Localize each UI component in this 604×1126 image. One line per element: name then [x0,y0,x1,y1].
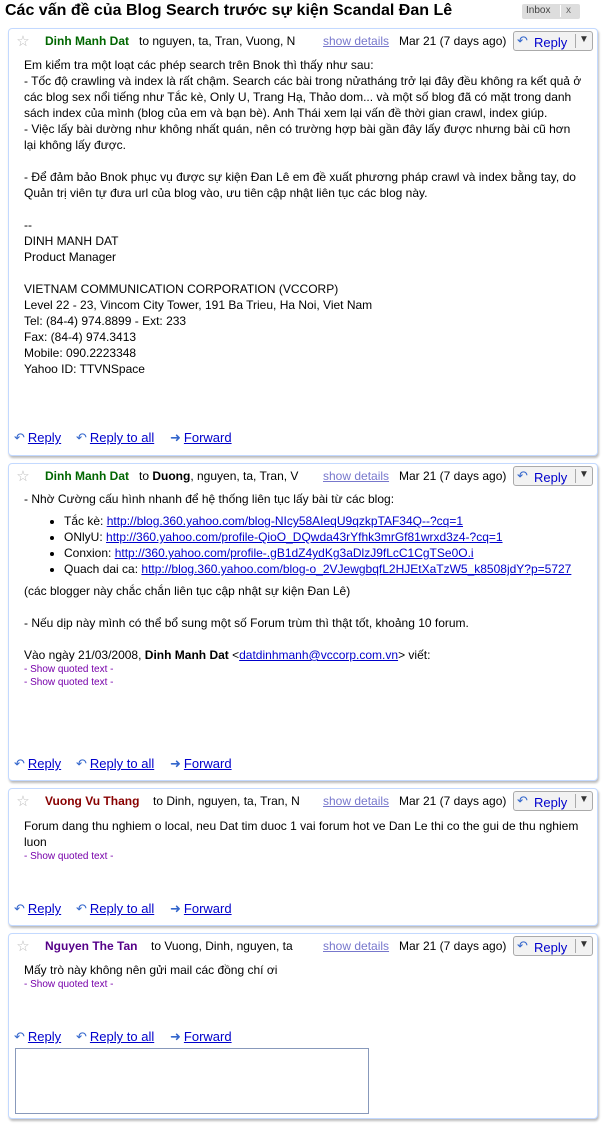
signature-yahoo: Yahoo ID: TTVNSpace [24,362,145,376]
body-line [24,599,584,615]
message-3 [8,788,598,926]
forward-link[interactable]: ➜ Forward [170,1029,232,1044]
message-body [24,818,584,863]
body-line: - Việc lấy bài dường như không nhất quán, nên có trường hợp bài gần đây lấy được nhưng bài cũ hơn lại không lấy được. [24,122,571,152]
message-actions [14,430,414,448]
reply-button[interactable] [513,31,593,51]
reply-arrow-icon: ↶ [14,901,25,916]
reply-link[interactable]: ↶ Reply [14,901,62,916]
reply-button-label: Reply [534,35,568,50]
signature-tel: Tel: (84-4) 974.8899 - Ext: 233 [24,314,187,328]
quote-author: Dinh Manh Dat [144,648,229,662]
reply-arrow-icon: ↶ [517,468,528,483]
forward-link[interactable]: ➜ Forward [170,901,232,916]
message-date: Mar 21 (7 days ago) [399,469,507,483]
reply-button-label: Reply [534,940,568,955]
body-line: -- [24,218,32,232]
reply-link[interactable]: ↶ Reply [14,756,62,771]
reply-link[interactable]: ↶ Reply [14,1029,62,1044]
button-separator [575,794,576,808]
forward-link[interactable]: ➜ Forward [170,756,232,771]
reply-all-link[interactable]: ↶ Reply to all [76,430,155,445]
message-header[interactable] [9,464,597,488]
body-line [24,631,584,647]
show-quoted-text[interactable]: - Show quoted text - [24,664,114,675]
quote-header: Vào ngày 21/03/2008, Dinh Manh Dat <datdinhmanh@vccorp.com.vn> viết: [24,648,431,662]
blog-link[interactable]: http://blog.360.yahoo.com/blog-o_2VJewgbqfL2HJEtXaTzW5_k8508jdY?p=5727 [141,562,572,576]
message-header[interactable] [9,29,597,53]
recipient-bold: Duong [152,469,191,483]
body-intro: - Nhờ Cường cấu hình nhanh để hệ thống liên tục lấy bài từ các blog: [24,492,395,506]
star-icon[interactable]: ☆ [16,793,30,810]
reply-button-label: Reply [534,795,568,810]
signature-mobile: Mobile: 090.2223348 [24,346,137,360]
message-date: Mar 21 (7 days ago) [399,794,507,808]
remove-label-icon[interactable]: x [566,5,571,16]
reply-button[interactable] [513,936,593,956]
list-item [64,545,584,561]
message-4 [8,933,598,1119]
reply-arrow-icon: ↶ [14,430,25,445]
reply-all-icon: ↶ [76,901,87,916]
message-1 [8,28,598,456]
reply-all-icon: ↶ [76,430,87,445]
star-icon[interactable]: ☆ [16,938,30,955]
signature-company: VIETNAM COMMUNICATION CORPORATION (VCCORP) [24,282,339,296]
body-line [24,265,584,281]
message-actions [14,901,414,919]
blog-link-list [64,513,584,577]
body-text: Mấy trò này không nên gửi mail các đồng chí ơi [24,963,278,977]
show-quoted-text[interactable]: - Show quoted text - [24,677,114,688]
message-actions [14,756,414,774]
reply-all-link[interactable]: ↶ Reply to all [76,1029,155,1044]
reply-all-link[interactable]: ↶ Reply to all [76,901,155,916]
body-line [24,153,584,169]
signature-title: Product Manager [24,250,117,264]
list-item [64,529,584,545]
list-item [64,561,584,577]
body-line: - Để đảm bảo Bnok phục vụ được sự kiện Đan Lê em đề xuất phương pháp crawl và index bằng tay, do Quản trị viên tự đưa url của blog vào, ưu tiên cập nhật liên tục các blog này. [24,170,576,200]
message-actions [14,1029,414,1047]
reply-textarea[interactable] [15,1048,369,1114]
reply-link[interactable]: ↶ Reply [14,430,62,445]
reply-arrow-icon: ↶ [517,33,528,48]
blog-name: ONlyU: [64,530,103,544]
body-line [24,201,584,217]
chevron-down-icon[interactable]: ▼ [579,794,589,805]
forward-arrow-icon: ➜ [170,756,181,771]
forward-arrow-icon: ➜ [170,430,181,445]
message-date: Mar 21 (7 days ago) [399,34,507,48]
reply-all-icon: ↶ [76,756,87,771]
sender-name[interactable]: Dinh Manh Dat [45,469,129,483]
body-text: Forum dang thu nghiem o local, neu Dat tim duoc 1 vai forum hot ve Dan Le thi co the gui de thu nghiem luon [24,819,579,849]
chevron-down-icon[interactable]: ▼ [579,34,589,45]
body-forum: - Nếu dịp này mình có thể bổ sung một số Forum trùm thì thật tốt, khoảng 10 forum. [24,616,469,630]
subject-bar [0,0,604,26]
reply-arrow-icon: ↶ [14,1029,25,1044]
list-item [64,513,584,529]
conversation-subject: Các vấn đề của Blog Search trước sự kiện Scandal Đan Lê [5,2,453,19]
inbox-label[interactable] [522,4,580,19]
label-separator [560,5,561,17]
show-details-link[interactable]: show details [323,469,390,483]
signature-fax: Fax: (84-4) 974.3413 [24,330,137,344]
chevron-down-icon[interactable]: ▼ [579,469,589,480]
button-separator [575,939,576,953]
star-icon[interactable]: ☆ [16,468,30,485]
body-line: Em kiểm tra một loạt các phép search trên Bnok thì thấy như sau: [24,58,374,72]
reply-arrow-icon: ↶ [14,756,25,771]
blog-link[interactable]: http://blog.360.yahoo.com/blog-NIcy58AIeqU9qzkpTAF34Q--?cq=1 [106,514,464,528]
blog-link[interactable]: http://360.yahoo.com/profile-.gB1dZ4ydKg3aDlzJ9fLcC1CgTSe0O.i [114,546,474,560]
sender-name[interactable]: Dinh Manh Dat [45,34,129,48]
message-body [24,491,584,689]
reply-button[interactable] [513,466,593,486]
show-details-link[interactable]: show details [323,794,390,808]
blog-name: Tắc kè: [64,514,104,528]
signature-address: Level 22 - 23, Vincom City Tower, 191 Ba Trieu, Ha Noi, Viet Nam [24,298,373,312]
show-details-link[interactable]: show details [323,34,390,48]
reply-arrow-icon: ↶ [517,793,528,808]
chevron-down-icon[interactable]: ▼ [579,939,589,950]
inbox-label-text[interactable]: Inbox [526,5,551,16]
reply-arrow-icon: ↶ [517,938,528,953]
reply-button-label: Reply [534,470,568,485]
recipients: to Duong, nguyen, ta, Tran, V [139,469,299,483]
star-icon[interactable]: ☆ [16,33,30,50]
forward-link[interactable]: ➜ Forward [170,430,232,445]
recipients: to nguyen, ta, Tran, Vuong, N [139,34,296,48]
message-2 [8,463,598,781]
recipients: to Vuong, Dinh, nguyen, ta [151,939,293,953]
message-header[interactable] [9,934,597,958]
blog-name: Conxion: [64,546,112,560]
body-line: - Tốc độ crawling và index là rất chậm. Search các bài trong nửatháng trở lại đây đều không ra kết quả ở các blog sex nổi tiếng như Tắc kè, Only U, Trang Hạ, Thảo dom... và một số blog đã có mặt trong danh sách index của mình (blog của em và bạn bè). Anh Thái xem lại vấn đề thời gian crawl, index giúp. [24,74,582,120]
recipient-rest: , nguyen, ta, Tran, V [190,469,299,483]
forward-arrow-icon: ➜ [170,901,181,916]
message-body [24,962,584,991]
email-link[interactable]: datdinhmanh@vccorp.com.vn [239,648,399,662]
recipients: to Dinh, nguyen, ta, Tran, N [153,794,300,808]
button-separator [575,469,576,483]
message-header[interactable] [9,789,597,813]
reply-all-link[interactable]: ↶ Reply to all [76,756,155,771]
blog-name: Quach dai ca: [64,562,139,576]
body-note: (các blogger này chắc chắn liên tục cập nhật sự kiện Đan Lê) [24,584,351,598]
message-body [24,57,584,377]
show-quoted-text[interactable]: - Show quoted text - [24,979,114,990]
sender-name[interactable]: Vuong Vu Thang [45,794,140,808]
forward-arrow-icon: ➜ [170,1029,181,1044]
message-date: Mar 21 (7 days ago) [399,939,507,953]
reply-button[interactable] [513,791,593,811]
button-separator [575,34,576,48]
signature-name: DINH MANH DAT [24,234,119,248]
blog-link[interactable]: http://360.yahoo.com/profile-QioO_DQwda43rYfhk3mrGf81wrxd3z4-?cq=1 [106,530,503,544]
show-quoted-text[interactable]: - Show quoted text - [24,851,114,862]
sender-name[interactable]: Nguyen The Tan [45,939,138,953]
reply-all-icon: ↶ [76,1029,87,1044]
show-details-link[interactable]: show details [323,939,390,953]
